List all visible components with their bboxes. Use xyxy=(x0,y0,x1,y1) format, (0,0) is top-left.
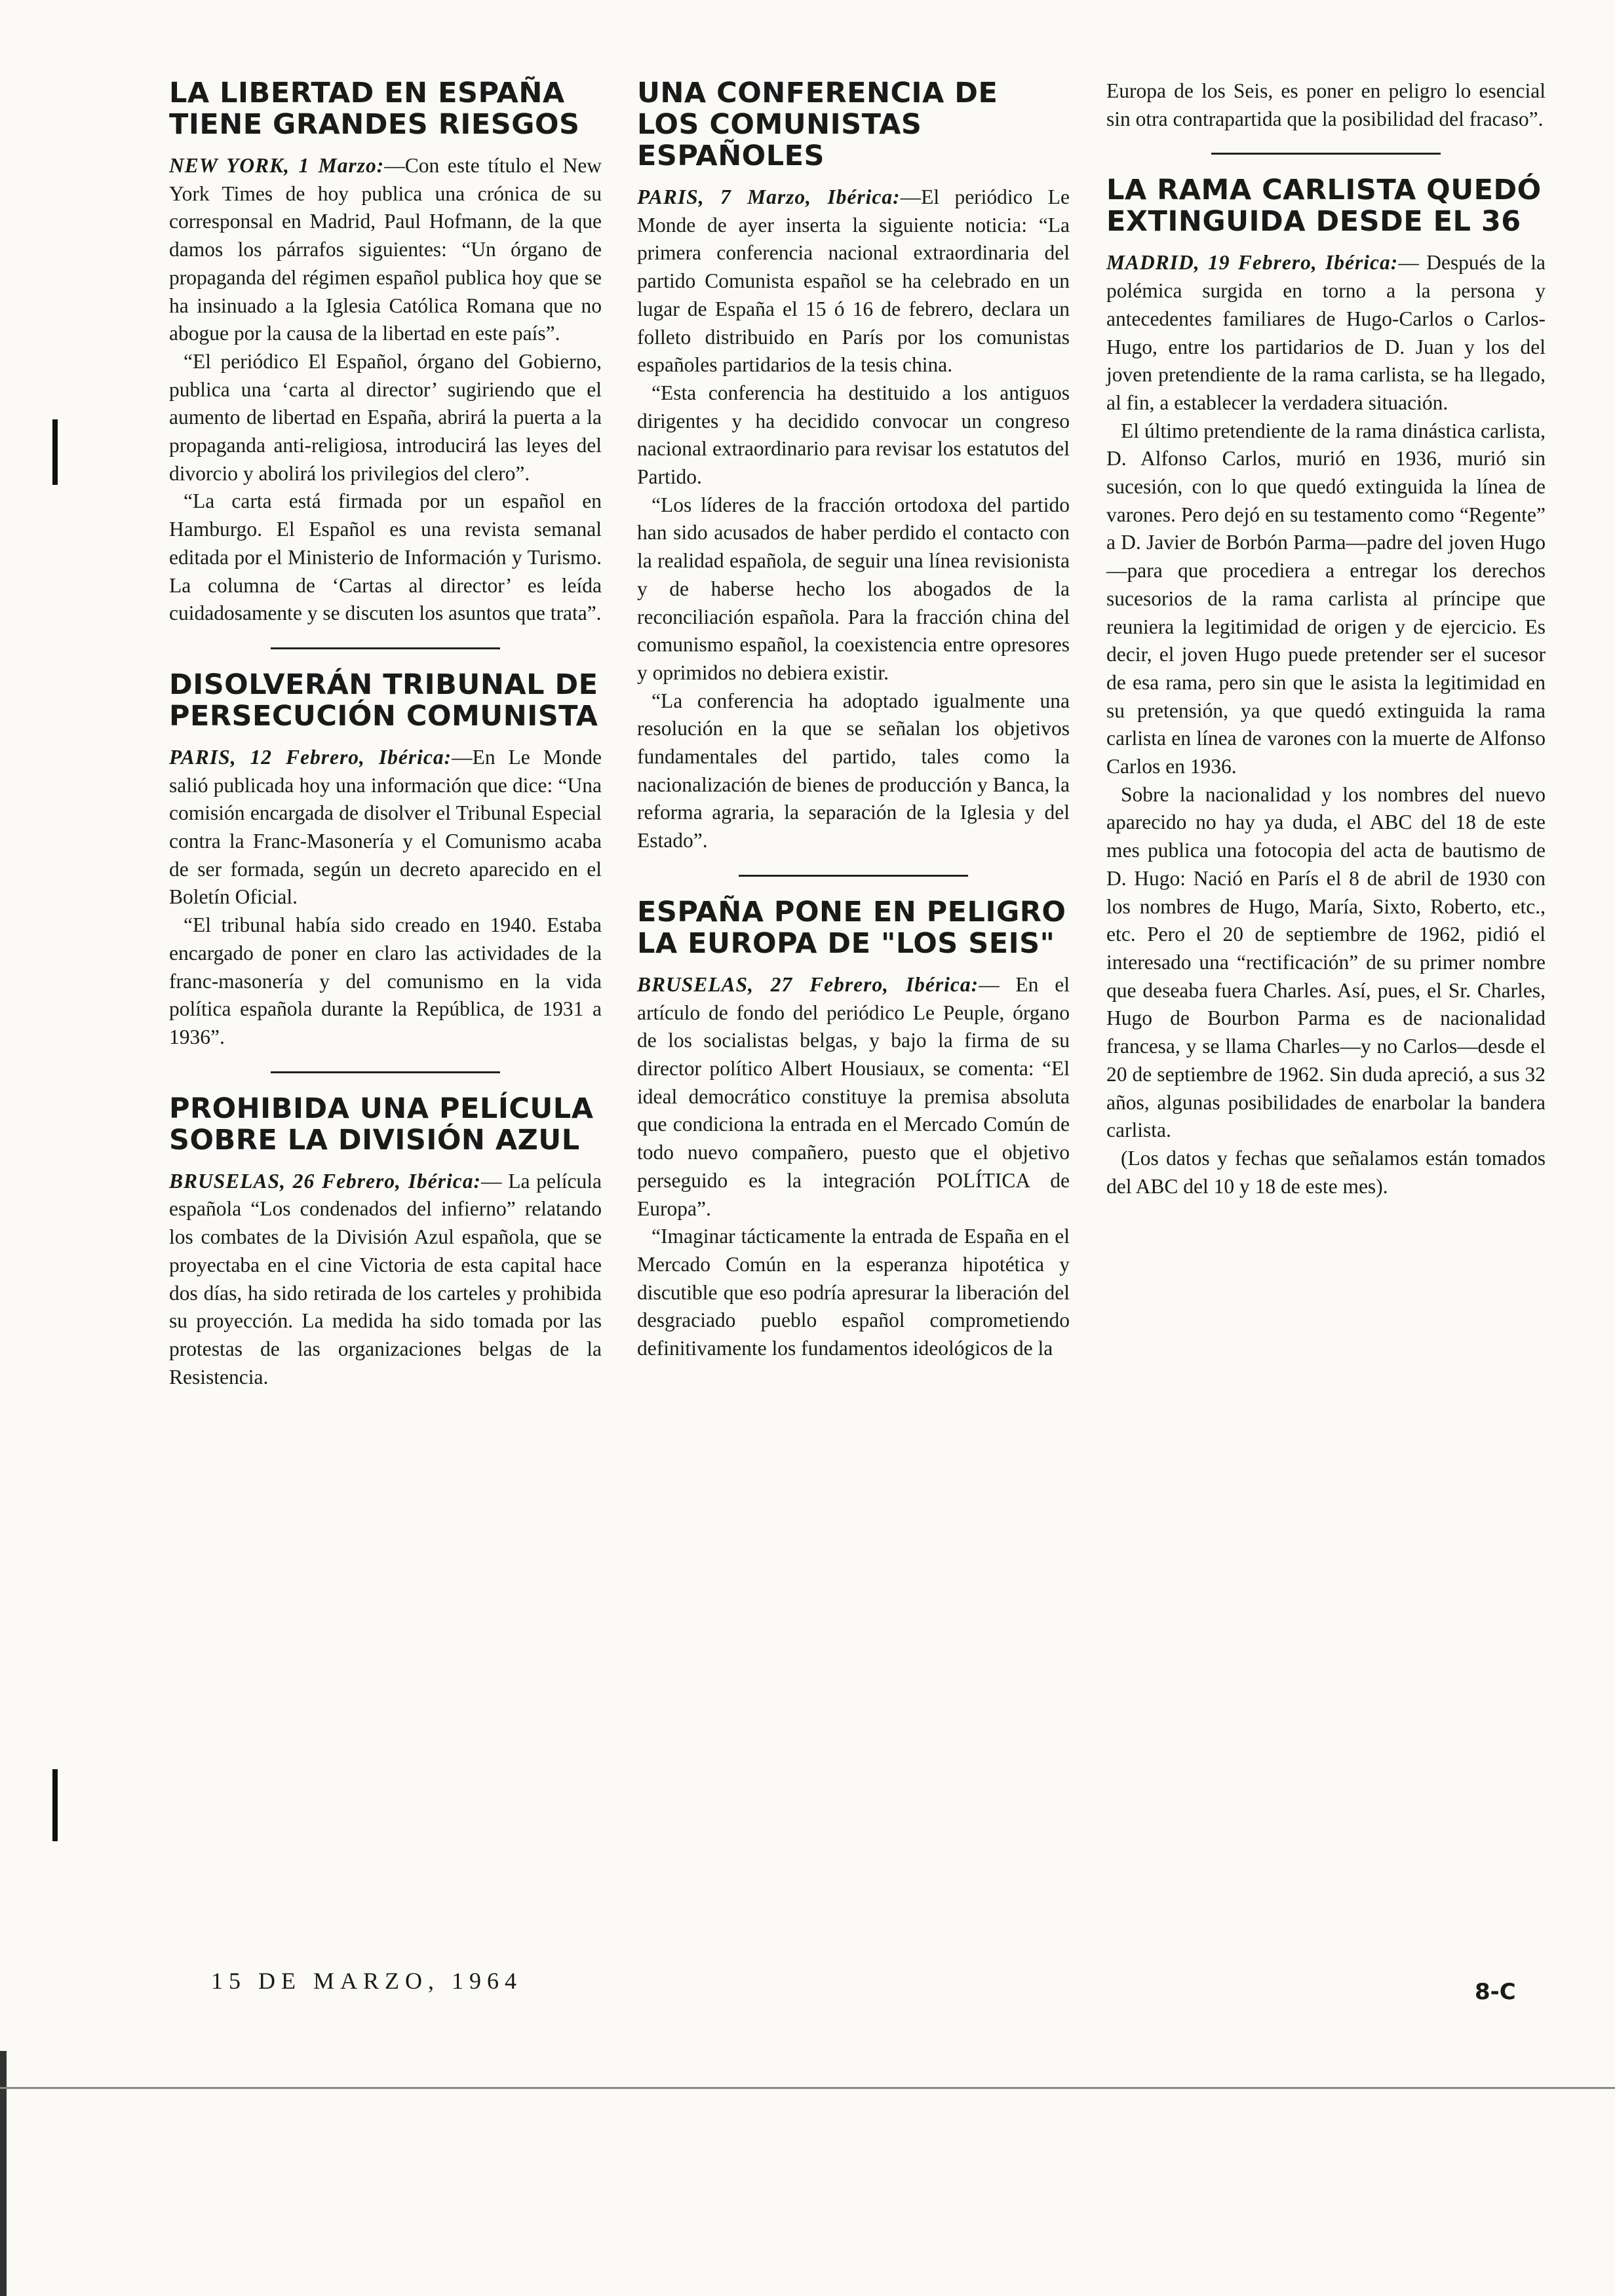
article-paragraph: “El periódico El Español, órgano del Gobierno, publica una ‘carta al director’ sugiriendo que el aumento de libertad en España, abrirá la puerta a la propaganda anti-religiosa, introducirá las leyes del divorcio y abolirá los privilegios del clero”. xyxy=(169,349,602,485)
article-paragraph: “Los líderes de la fracción ortodoxa del partido han sido acusados de haber perdido el contacto con la realidad española, de seguir una línea revisionista y de haberse hecho los abogados de la reconciliación española. Para la fracción china del comunismo español, la coexistencia entre opresores y oprimidos no debiera existir. xyxy=(637,493,1070,684)
divider xyxy=(739,875,968,877)
issue-date: 15 DE MARZO, 1964 xyxy=(211,1968,522,1994)
article-paragraph: BRUSELAS, 26 Febrero, Ibérica:— La película española “Los condenados del infierno” relatando los combates de la División Azul española, que se proyectaba en el cine Victoria de esta capital hace dos días, ha sido retirada de los carteles y prohibida su proyección. La medida ha sido tomada por las protestas de las organizaciones belgas de la Resistencia. xyxy=(169,1169,602,1388)
dateline: PARIS, 12 Febrero, Ibérica: xyxy=(169,745,452,769)
article-europa xyxy=(637,896,1070,1363)
column-1 xyxy=(169,77,602,1391)
article-headline: PROHIBIDA UNA PELÍCULA SOBRE LA DIVISIÓN AZUL xyxy=(169,1092,594,1157)
article-body xyxy=(169,152,602,628)
dateline: BRUSELAS, 26 Febrero, Ibérica: xyxy=(169,1169,481,1193)
article-libertad xyxy=(169,77,602,628)
article-paragraph: El último pretendiente de la rama dinástica carlista, D. Alfonso Carlos, murió en 1936, murió sin sucesión, con lo que quedó extinguida la línea de varones. Pero dejó en su testamento como “Regente” a D. Javier de Borbón Parma—padre del joven Hugo—para que procediera a entregar los derechos sucesorios de la rama carlista al príncipe que reuniera la legitimidad de origen y de ejercicio. Es decir, el joven Hugo puede pretender ser el sucesor de esa rama, pero sin que le asista la legitimidad en su pretensión, ya que quedó extinguida la rama carlista en línea de varones con la muerte de Alfonso Carlos en 1936. xyxy=(1106,419,1546,778)
bottom-rule xyxy=(0,2087,1615,2089)
divider xyxy=(271,1071,500,1073)
article-headline: LA RAMA CARLISTA QUEDÓ EXTINGUIDA DESDE EL 36 xyxy=(1106,174,1542,239)
dateline: BRUSELAS, 27 Febrero, Ibérica: xyxy=(637,972,979,996)
continuation-text xyxy=(1106,77,1546,133)
article-pelicula xyxy=(169,1093,602,1392)
article-paragraph: Europa de los Seis, es poner en peligro lo esencial sin otra contrapartida que la posibilidad del fracaso”. xyxy=(1106,79,1546,130)
dateline: NEW YORK, 1 Marzo: xyxy=(169,154,385,177)
article-paragraph: (Los datos y fechas que señalamos están tomados del ABC del 10 y 18 de este mes). xyxy=(1106,1146,1546,1198)
article-headline: UNA CONFERENCIA DE LOS COMUNISTAS ESPAÑOLES xyxy=(637,77,998,172)
article-paragraph: “La conferencia ha adoptado igualmente una resolución en la que se señalan los objetivos fundamentales del partido, tales como la nacionalización de bienes de producción y Banca, la reforma agraria, la separación de la Iglesia y del Estado”. xyxy=(637,689,1070,852)
article-headline: ESPAÑA PONE EN PELIGRO LA EUROPA DE "LOS SEIS" xyxy=(637,895,1066,960)
margin-mark xyxy=(52,419,58,485)
article-conferencia xyxy=(637,77,1070,855)
divider xyxy=(271,647,500,649)
article-body xyxy=(1106,249,1546,1200)
article-body xyxy=(637,971,1070,1363)
article-tribunal xyxy=(169,669,602,1052)
article-paragraph: “Imaginar tácticamente la entrada de España en el Mercado Común en la esperanza hipotética y discutible que eso podría apresurar la liberación del desgraciado pueblo español comprometiendo definitivamente los fundamentos ideológicos de la xyxy=(637,1225,1070,1360)
dateline: MADRID, 19 Febrero, Ibérica: xyxy=(1106,251,1399,275)
article-paragraph: BRUSELAS, 27 Febrero, Ibérica:— En el artículo de fondo del periódico Le Peuple, órgano de los socialistas belgas, y bajo la firma de su director político Albert Housiaux, se comenta: “El ideal democrático constituye la premisa absoluta que condiciona la entrada en el Mercado Común de todo nuevo compañero, puesto que el objetivo perseguido es la integración POLÍTICA de Europa”. xyxy=(637,972,1070,1220)
article-body xyxy=(637,183,1070,855)
article-carlista xyxy=(1106,174,1546,1200)
article-paragraph: “La carta está firmada por un español en Hamburgo. El Español es una revista semanal editada por el Ministerio de Información y Turismo. La columna de ‘Cartas al director’ es leída cuidadosamente y se discuten los asuntos que trata”. xyxy=(169,489,602,625)
article-paragraph: Sobre la nacionalidad y los nombres del nuevo aparecido no hay ya duda, el ABC del 18 de este mes publica una fotocopia del acta de bautismo de D. Hugo: Nació en París el 8 de abril de 1930 con los nombres de Hugo, María, Sixto, Roberto, etc., etc. Pero el 20 de septiembre de 1962, pidió el interesado una “rectificación” de su primer nombre que deseaba fuera Charles. Así, pues, el Sr. Charles, Hugo de Bourbon Parma es de nacionalidad francesa, y se llama Charles—y no Carlos—desde el 20 de septiembre de 1962. Sin duda apreció, a sus 32 años, algunas posibilidades de enarbolar la bandera carlista. xyxy=(1106,782,1546,1142)
divider xyxy=(1211,153,1441,155)
column-2 xyxy=(637,77,1070,1363)
margin-mark xyxy=(52,1769,58,1841)
article-paragraph: “El tribunal había sido creado en 1940. Estaba encargado de poner en claro las actividades de la franc-masonería y del comunismo en la vida política española durante la República, de 1931 a 1936”. xyxy=(169,913,602,1048)
dateline: PARIS, 7 Marzo, Ibérica: xyxy=(637,185,901,208)
article-headline: LA LIBERTAD EN ESPAÑA TIENE GRANDES RIESGOS xyxy=(169,77,580,141)
column-3 xyxy=(1106,77,1546,1200)
article-paragraph: MADRID, 19 Febrero, Ibérica:— Después de la polémica surgida en torno a la persona y antecedentes familiares de Hugo-Carlos o Carlos-Hugo, entre los partidarios de D. Juan y los del joven pretendiente de la rama carlista, se ha llegado, al fin, a establecer la verdadera situación. xyxy=(1106,251,1546,414)
page-number: 8-C xyxy=(1475,1979,1516,2005)
article-body xyxy=(169,744,602,1052)
article-paragraph: PARIS, 7 Marzo, Ibérica:—El periódico Le Monde de ayer inserta la siguiente noticia: “La primera conferencia nacional extraordinaria del partido Comunista español se ha celebrado en un lugar de España el 15 ó 16 de febrero, declara un folleto distribuido en París por los comunistas españoles partidarios de la tesis china. xyxy=(637,185,1070,377)
article-paragraph: “Esta conferencia ha destituido a los antiguos dirigentes y ha decidido convocar un congreso nacional extraordinario para revisar los estatutos del Partido. xyxy=(637,381,1070,489)
article-paragraph: PARIS, 12 Febrero, Ibérica:—En Le Monde salió publicada hoy una información que dice: “Una comisión encargada de disolver el Tribunal Especial contra la Franc-Masonería y el Comunismo acaba de ser formada, según un decreto aparecido en el Boletín Oficial. xyxy=(169,745,602,909)
article-headline: DISOLVERÁN TRIBUNAL DE PERSECUCIÓN COMUNISTA xyxy=(169,668,598,733)
article-body xyxy=(169,1168,602,1392)
article-paragraph: NEW YORK, 1 Marzo:—Con este título el New York Times de hoy publica una crónica de su corresponsal en Madrid, Paul Hofmann, de la que damos los párrafos siguientes: “Un órgano de propaganda del régimen español publica hoy que se ha insinuado a la Iglesia Católica Romana que no abogue por la causa de la libertad en este país”. xyxy=(169,154,602,345)
